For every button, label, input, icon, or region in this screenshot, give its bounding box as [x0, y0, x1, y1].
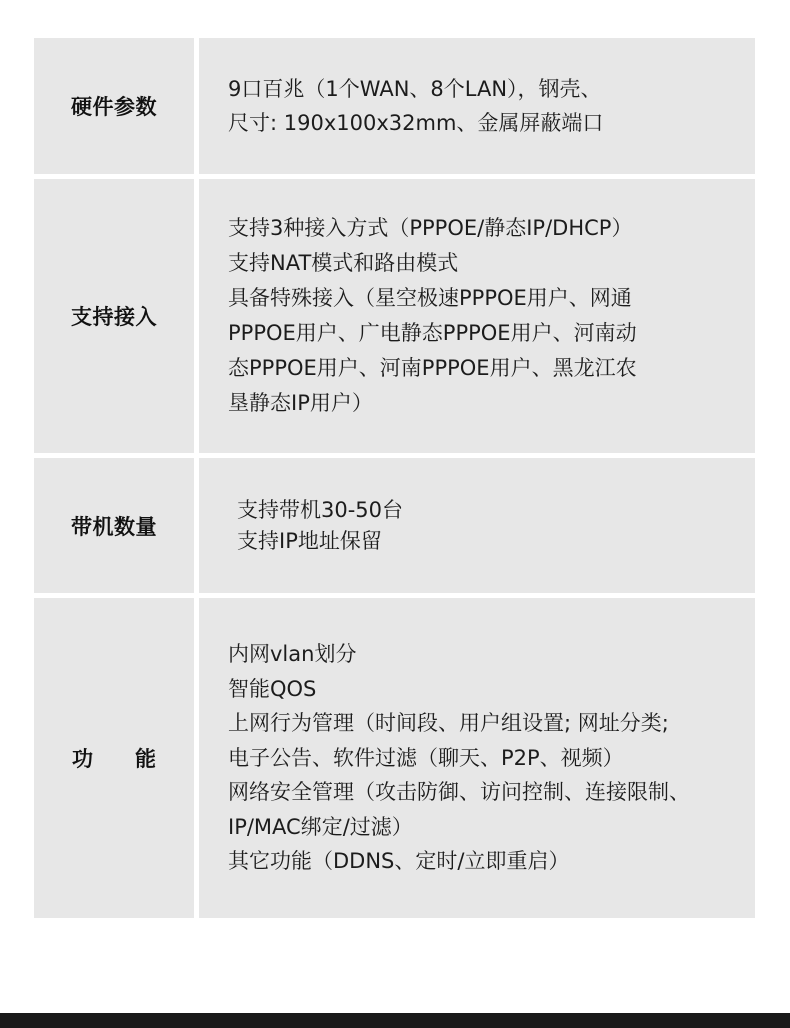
- content-line: 网络安全管理（攻击防御、访问控制、连接限制、: [228, 780, 690, 805]
- spec-row-features: [34, 598, 755, 918]
- content-line: 态PPPOE用户、河南PPPOE用户、黑龙江农: [228, 356, 637, 380]
- row-label: 功 能: [72, 747, 156, 771]
- spec-table: [34, 38, 755, 918]
- row-label: 支持接入: [71, 305, 157, 329]
- content-line: 电子公告、软件过滤（聊天、P2P、视频）: [228, 745, 624, 770]
- row-content: [199, 458, 755, 593]
- spec-row-access: [34, 179, 755, 458]
- spec-row-capacity: [34, 458, 755, 598]
- row-content: [199, 38, 755, 174]
- content-line: 支持IP地址保留: [237, 528, 382, 553]
- content-line: 支持NAT模式和路由模式: [228, 251, 459, 275]
- content-line: 尺寸: 190x100x32mm、金属屏蔽端口: [228, 111, 604, 135]
- row-label: 硬件参数: [71, 95, 157, 119]
- content-line: 9口百兆（1个WAN、8个LAN），钢壳、: [228, 77, 602, 101]
- content-line: 支持带机30-50台: [237, 497, 404, 522]
- content-line: 内网vlan划分: [228, 642, 357, 667]
- spec-row-hardware: [34, 38, 755, 179]
- content-line: PPPOE用户、广电静态PPPOE用户、河南动: [228, 321, 637, 345]
- row-label: 带机数量: [71, 514, 157, 539]
- bottom-bar: [0, 1013, 790, 1028]
- content-line: 支持3种接入方式（PPPOE/静态IP/DHCP）: [228, 216, 633, 240]
- content-line: 具备特殊接入（星空极速PPPOE用户、网通: [228, 286, 632, 310]
- row-content: [199, 598, 755, 918]
- content-line: 其它功能（DDNS、定时/立即重启）: [228, 849, 570, 874]
- row-content: [199, 179, 755, 453]
- content-line: 垦静态IP用户）: [228, 391, 373, 415]
- content-line: 智能QOS: [228, 676, 317, 701]
- content-line: 上网行为管理（时间段、用户组设置; 网址分类;: [228, 711, 669, 736]
- content-line: IP/MAC绑定/过滤）: [228, 814, 413, 839]
